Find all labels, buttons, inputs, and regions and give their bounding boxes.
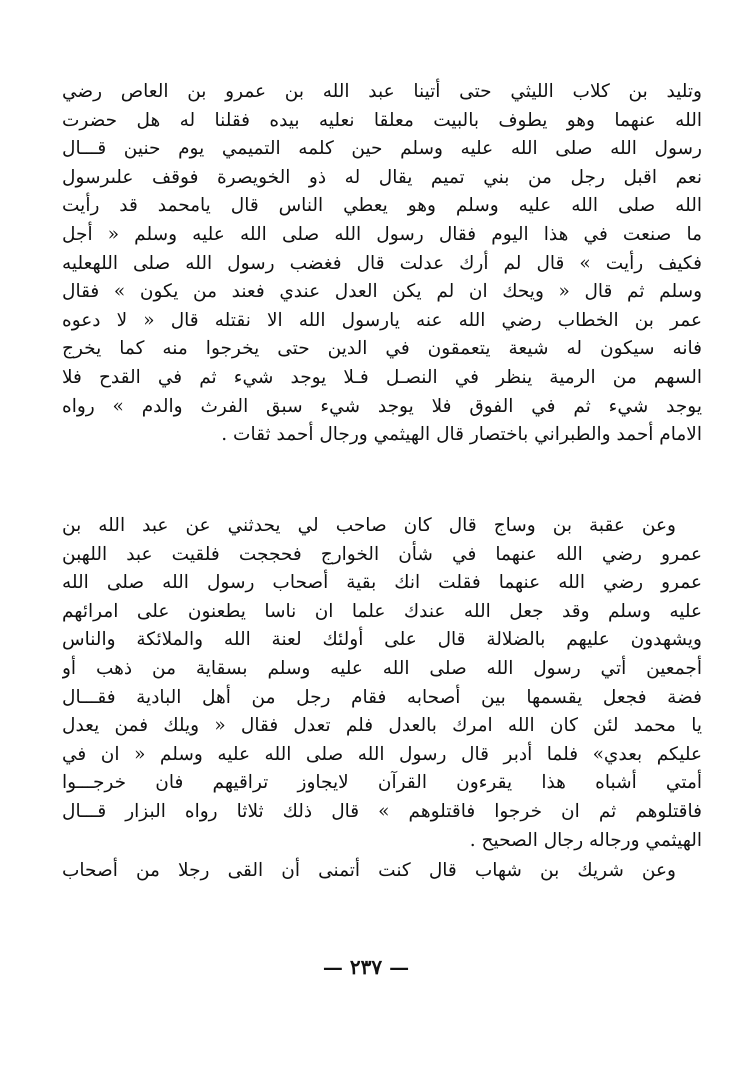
text-line: نعم اقبل رجل من بني تميم يقال له ذو الخويصرة فوقف علىرسول [62, 166, 702, 188]
text-line: الله عنهما وهو يطوف بالبيت معلقا نعليه بيده فقلنا له هل حضرت [62, 109, 702, 131]
text-line: عمر بن الخطاب رضي الله عنه يارسول الله الا نقتله قال « لا دعوه [62, 309, 702, 331]
text-line: عمرو رضي الله عنهما فقلت انك بقية أصحاب رسول الله صلى الله [62, 572, 702, 594]
text-line: وسلم ثم قال « ويحك ان لم يكن العدل عندي فعند من يكون » فقال [62, 281, 702, 303]
text-line: يا محمد لئن كان الله امرك بالعدل فلم تعدل فقال « ويلك فمن يعدل [62, 715, 702, 737]
text-line: فاقتلوهم ثم ان خرجوا فاقتلوهم » قال ذلك ثلاثا رواه البزار قـــال [62, 800, 702, 822]
paragraph-3 [62, 857, 702, 886]
text-line: رسول الله صلى الله عليه وسلم حين كلمه التميمي يوم حنين قـــال [62, 138, 702, 160]
text-line: أمتي أشباه هذا يقرءون القرآن لايجاوز تراقيهم فان خرجـــوا [62, 772, 702, 794]
text-line: يوجد شيء ثم في الفوق فلا يوجد شيء سبق الفرث والدم » رواه [62, 395, 702, 417]
page-number: — ٢٣٧ — [322, 955, 410, 979]
text-line: عليكم بعدي» فلما أدبر قال رسول الله صلى الله عليه وسلم « ان في [62, 743, 702, 765]
text-line: فكيف رأيت » قال لم أرك عدلت قال فغضب رسول الله صلى اللهعليه [62, 252, 702, 274]
paragraph-1 [62, 78, 702, 450]
text-line: وعن شريك بن شهاب قال كنت أتمنى أن القى رجلا من أصحاب [62, 860, 676, 881]
text-line: الهيثمي ورجاله رجال الصحيح . [469, 829, 702, 851]
text-line: عمرو رضي الله عنهما في شأن الخوارج فحججت فلقيت عبد اللهبن [62, 543, 702, 565]
text-line: الله صلى الله عليه وسلم وهو يعطي الناس قال يامحمد قد رأيت [62, 195, 702, 217]
text-line: ويشهدون عليهم بالضلالة قال على أولئك لعنة الله والملائكة والناس [62, 629, 702, 651]
paragraph-2 [62, 512, 702, 855]
text-line: عليه وسلم وقد جعل الله عندك علما ان ناسا يطعنون على امرائهم [62, 600, 702, 622]
text-line: السهم من الرمية ينظر في النصـل فـلا يوجد شيء ثم في القدح فلا [62, 366, 702, 388]
text-line: وتليد بن كلاب الليثي حتى أتينا عبد الله بن عمرو بن العاص رضي [62, 81, 702, 102]
text-line: ما صنعت في هذا اليوم فقال رسول الله صلى الله عليه وسلم « أجل [62, 223, 702, 245]
text-line: الامام أحمد والطبراني باختصار قال الهيثمي ورجال أحمد ثقات . [221, 424, 702, 446]
text-line: فضة فجعل يقسمها بين أصحابه فقام رجل من أهل البادية فقـــال [62, 686, 702, 708]
text-line: فانه سيكون له شيعة يتعمقون في الدين حتى يخرجوا منه كما يخرج [62, 338, 702, 360]
text-line: وعن عقبة بن وساج قال كان صاحب لي يحدثني عن عبد الله بن [62, 515, 676, 536]
text-line: أجمعين أتي رسول الله صلى الله عليه وسلم بسقاية من ذهب أو [62, 657, 702, 679]
